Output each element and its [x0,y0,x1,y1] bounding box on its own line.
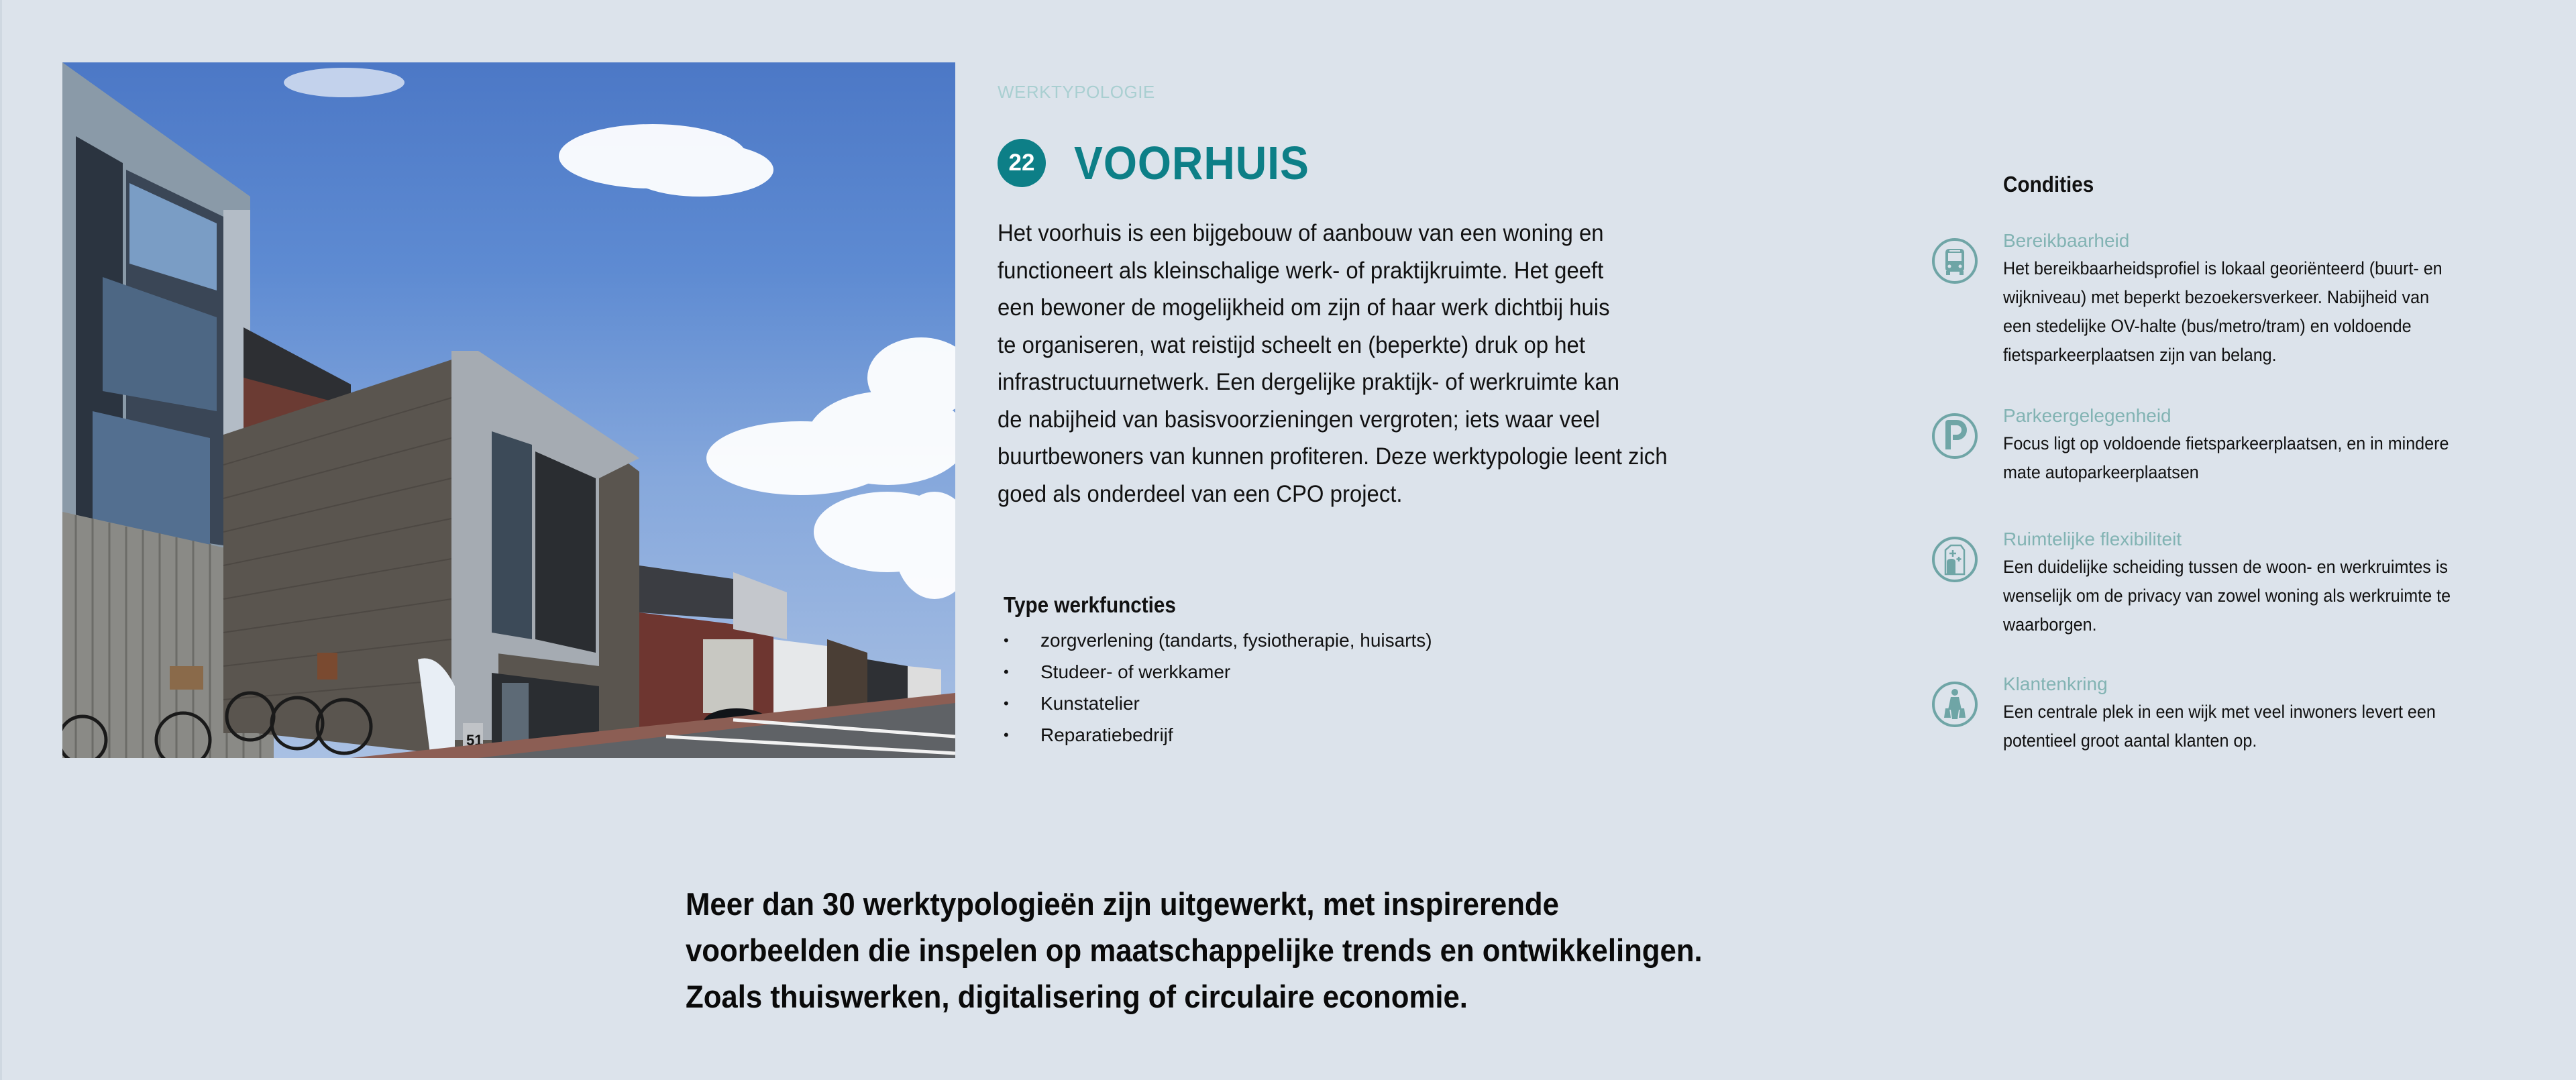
intro-line: Het voorhuis is een bijgebouw of aanbouw van een woning en [998,220,1604,246]
intro-line: te organiseren, wat reistijd scheelt en (beperkte) druk op het [998,331,1585,358]
condition-line: Een duidelijke scheiding tussen de woon- en werkruimtes is [2003,557,2448,577]
list-item: • Studeer- of werkkamer [1004,656,1432,688]
condition-line: waarborgen. [2003,614,2097,635]
page-title: VOORHUIS [1074,137,1309,189]
typology-number-badge: 22 [998,139,1046,187]
condition-label: Ruimtelijke flexibiliteit [2003,529,2182,549]
condition-label: Klantenkring [2003,673,2108,694]
condition-line: Het bereikbaarheidsprofiel is lokaal georiënteerd (buurt- en [2003,258,2443,278]
summary-statement [686,881,1703,1020]
condition-label: Bereikbaarheid [2003,230,2130,251]
condition-description [2003,254,2515,370]
intro-line: goed als onderdeel van een CPO project. [998,480,1403,507]
intro-paragraph [998,215,1710,512]
list-item: • Kunstatelier [1004,688,1432,719]
bus-icon [1931,237,1979,285]
condition-description [2003,553,2515,639]
condition-label: Parkeergelegenheid [2003,405,2171,426]
condition-text [2003,227,2513,370]
intro-line: infrastructuurnetwerk. Een dergelijke praktijk- of werkruimte kan [998,369,1620,395]
statement-line: Meer dan 30 werktypologieën zijn uitgewerkt, met inspirerende [686,886,1559,922]
condition-text [2003,402,2513,487]
list-item: • Reparatiebedrijf [1004,719,1432,751]
work-functions-section [1004,592,1432,751]
building-expansion-icon [1931,535,1979,584]
work-functions-list [1004,625,1432,751]
title-row [998,136,1330,190]
condition-line: wijkniveau) met beperkt bezoekersverkeer. Nabijheid van [2003,287,2430,307]
page-edge [0,0,2,1080]
statement-line: voorbeelden die inspelen op maatschappelijke trends en ontwikkelingen. [686,932,1703,968]
building-photo [62,62,955,758]
condition-line: potentieel groot aantal klanten op. [2003,731,2257,751]
intro-line: functioneert als kleinschalige werk- of praktijkruimte. Het geeft [998,257,1604,284]
intro-line: een bewoner de mogelijkheid om zijn of haar werk dichtbij huis [998,294,1610,321]
section-eyebrow: WERKTYPOLOGIE [998,82,1155,102]
work-functions-heading: Type werkfuncties [1004,592,1176,617]
condition-line: Focus ligt op voldoende fietsparkeerplaatsen, en in mindere [2003,433,2449,453]
conditions-heading: Condities [2003,172,2094,197]
house-number: 51 [466,732,483,749]
condition-description [2003,698,2515,755]
voorhuis-photo-illustration [62,62,955,758]
shopper-icon [1931,680,1979,728]
intro-line: buurtbewoners van kunnen profiteren. Deze werktypologie leent zich [998,443,1668,470]
condition-line: een stedelijke OV-halte (bus/metro/tram) en voldoende [2003,316,2412,336]
condition-line: mate autoparkeerplaatsen [2003,462,2199,482]
condition-text [2003,526,2513,639]
condition-text [2003,671,2513,755]
condition-line: fietsparkeerplaatsen zijn van belang. [2003,345,2277,365]
condition-line: Een centrale plek in een wijk met veel inwoners levert een [2003,702,2436,722]
intro-line: de nabijheid van basisvoorzieningen vergroten; iets waar veel [998,406,1600,433]
condition-line: wenselijk om de privacy van zowel woning als werkruimte te [2003,586,2451,606]
statement-line: Zoals thuiswerken, digitalisering of circulaire economie. [686,979,1468,1014]
parking-icon [1931,412,1979,460]
list-item: • zorgverlening (tandarts, fysiotherapie, huisarts) [1004,625,1432,656]
condition-description [2003,429,2515,487]
